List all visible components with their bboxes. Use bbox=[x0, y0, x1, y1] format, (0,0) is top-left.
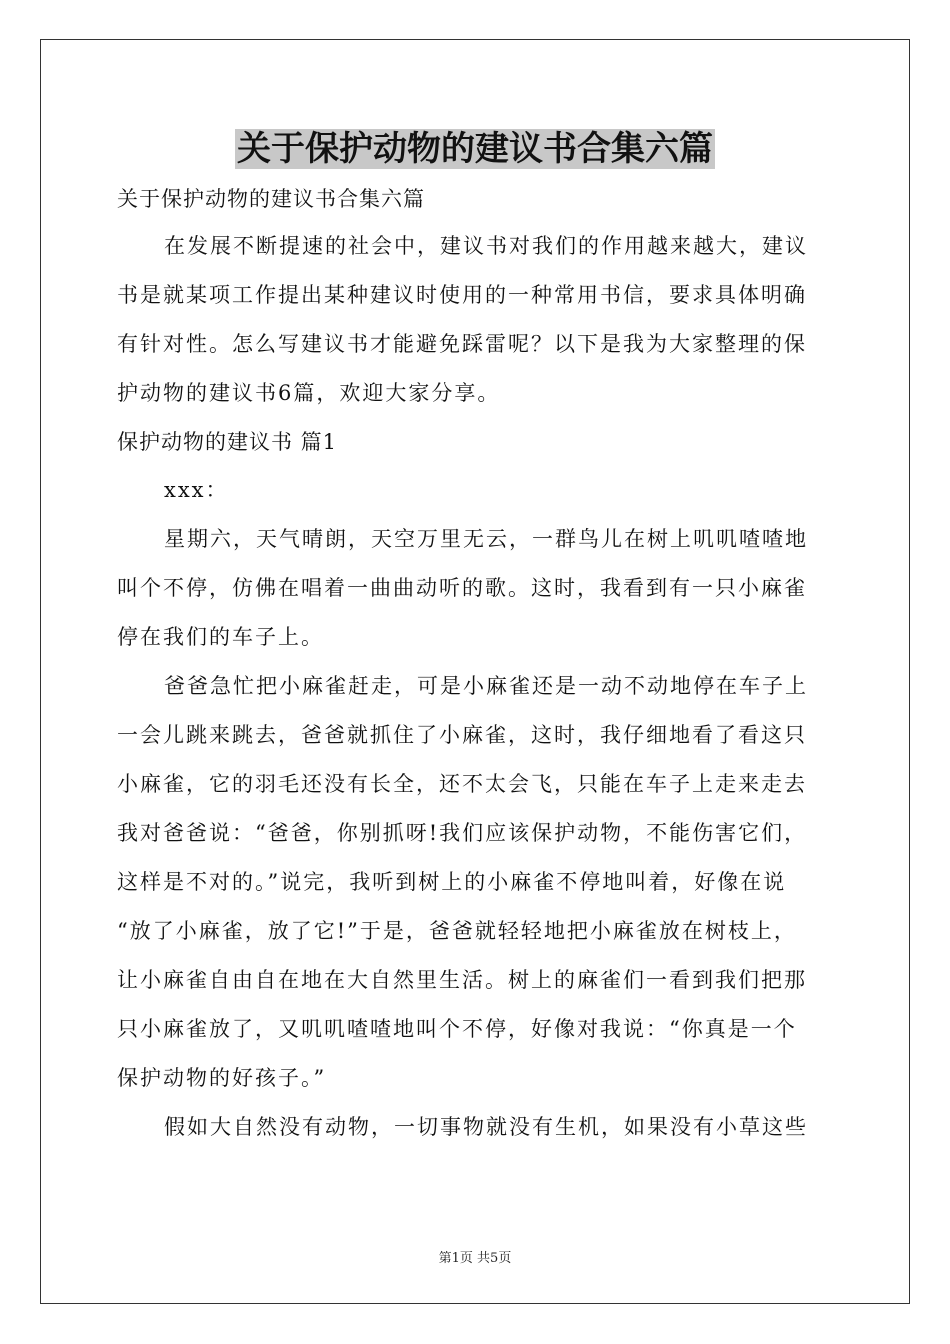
document-subtitle: 关于保护动物的建议书合集六篇 bbox=[117, 187, 425, 211]
paragraph-line: 爸爸急忙把小麻雀赶走，可是小麻雀还是一动不动地停在车子上 bbox=[164, 674, 808, 698]
document-body bbox=[117, 178, 852, 1152]
paragraph-line: 保护动物的好孩子。” bbox=[117, 1066, 327, 1090]
paragraph-line: 星期六，天气晴朗，天空万里无云，一群鸟儿在树上叽叽喳喳地 bbox=[164, 527, 808, 551]
paragraph-line: 停在我们的车子上。 bbox=[117, 625, 324, 649]
paragraph-line: 小麻雀，它的羽毛还没有长全，还不太会飞，只能在车子上走来走去 bbox=[117, 772, 807, 796]
document-title-text: 关于保护动物的建议书合集六篇 bbox=[237, 129, 713, 169]
paragraph-line: 一会儿跳来跳去，爸爸就抓住了小麻雀，这时，我仔细地看了看这只 bbox=[117, 723, 807, 747]
section-heading: 保护动物的建议书 篇1 bbox=[117, 430, 338, 454]
page-footer: 第1页 共5页 bbox=[438, 1251, 512, 1266]
paragraph-line: 有针对性。怎么写建议书才能避免踩雷呢？以下是我为大家整理的保 bbox=[117, 332, 807, 356]
intro-paragraph bbox=[117, 222, 852, 418]
salutation: xxx： bbox=[164, 478, 229, 502]
paragraph-line: 在发展不断提速的社会中，建议书对我们的作用越来越大，建议 bbox=[164, 234, 808, 258]
paragraph-line: 假如大自然没有动物，一切事物就没有生机，如果没有小草这些 bbox=[164, 1115, 808, 1139]
paragraph-line: 让小麻雀自由自在地在大自然里生活。树上的麻雀们一看到我们把那 bbox=[117, 968, 807, 992]
document-title bbox=[0, 126, 950, 172]
paragraph-line: 我对爸爸说：“爸爸，你别抓呀!我们应该保护动物，不能伤害它们， bbox=[117, 821, 808, 845]
paragraph-line: 只小麻雀放了，又叽叽喳喳地叫个不停，好像对我说：“你真是一个 bbox=[117, 1017, 797, 1041]
paragraph-line: “放了小麻雀，放了它!”于是，爸爸就轻轻地把小麻雀放在树枝上， bbox=[117, 919, 797, 943]
paragraph-line: 叫个不停，仿佛在唱着一曲曲动听的歌。这时，我看到有一只小麻雀 bbox=[117, 576, 807, 600]
paragraph-2 bbox=[117, 662, 852, 1103]
paragraph-3 bbox=[117, 1103, 852, 1152]
paragraph-line: 书是就某项工作提出某种建议时使用的一种常用书信，要求具体明确 bbox=[117, 283, 807, 307]
paragraph-line: 护动物的建议书6篇，欢迎大家分享。 bbox=[117, 381, 501, 405]
paragraph-1 bbox=[117, 515, 852, 662]
paragraph-line: 这样是不对的。”说完，我听到树上的小麻雀不停地叫着，好像在说 bbox=[117, 870, 787, 894]
